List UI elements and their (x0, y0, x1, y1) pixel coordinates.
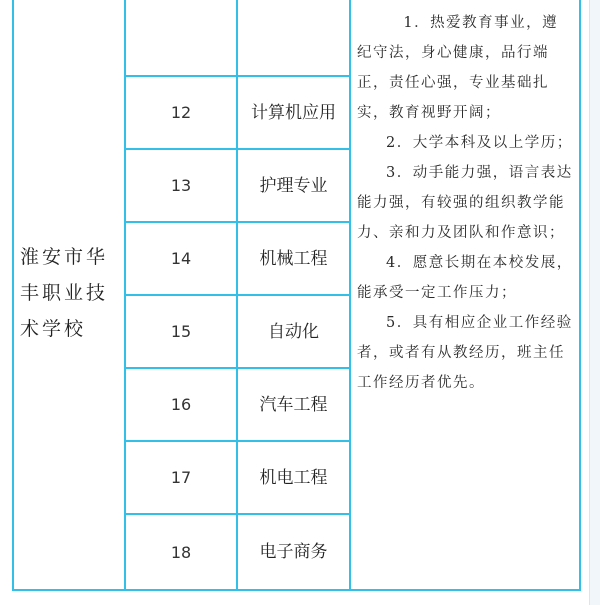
row-number: 14 (125, 222, 237, 295)
requirement-item: 4．愿意长期在本校发展，能承受一定工作压力； (357, 255, 573, 301)
major-name: 计算机应用 (237, 76, 350, 149)
row-number: 16 (125, 368, 237, 441)
recruitment-table (12, 0, 581, 591)
row-number: 18 (125, 514, 237, 590)
row-number: 12 (125, 76, 237, 149)
requirement-item: 2．大学本科及以上学历； (386, 135, 573, 151)
scrollbar-track[interactable] (589, 0, 600, 605)
row-number: 15 (125, 295, 237, 368)
school-name-cell (13, 0, 125, 590)
major-name: 电子商务 (237, 514, 350, 590)
requirement-item: 1．热爱教育事业，遵纪守法，身心健康，品行端正，责任心强，专业基础扎实，教育视野开阔； (357, 15, 559, 121)
num-cell-blank (125, 0, 237, 76)
major-name: 汽车工程 (237, 368, 350, 441)
major-name: 护理专业 (237, 149, 350, 222)
major-name: 机电工程 (237, 441, 350, 514)
major-cell-blank (237, 0, 350, 76)
requirements-cell (350, 0, 580, 590)
requirement-item: 5．具有相应企业工作经验者，或者有从教经历，班主任工作经历者优先。 (357, 315, 573, 391)
major-name: 自动化 (237, 295, 350, 368)
row-number: 13 (125, 149, 237, 222)
table-row (13, 0, 580, 76)
row-number: 17 (125, 441, 237, 514)
school-name: 淮安市华丰职业技术学校 (20, 245, 109, 340)
requirement-item: 3．动手能力强，语言表达能力强，有较强的组织教学能力、亲和力及团队和作意识； (357, 165, 573, 241)
major-name: 机械工程 (237, 222, 350, 295)
